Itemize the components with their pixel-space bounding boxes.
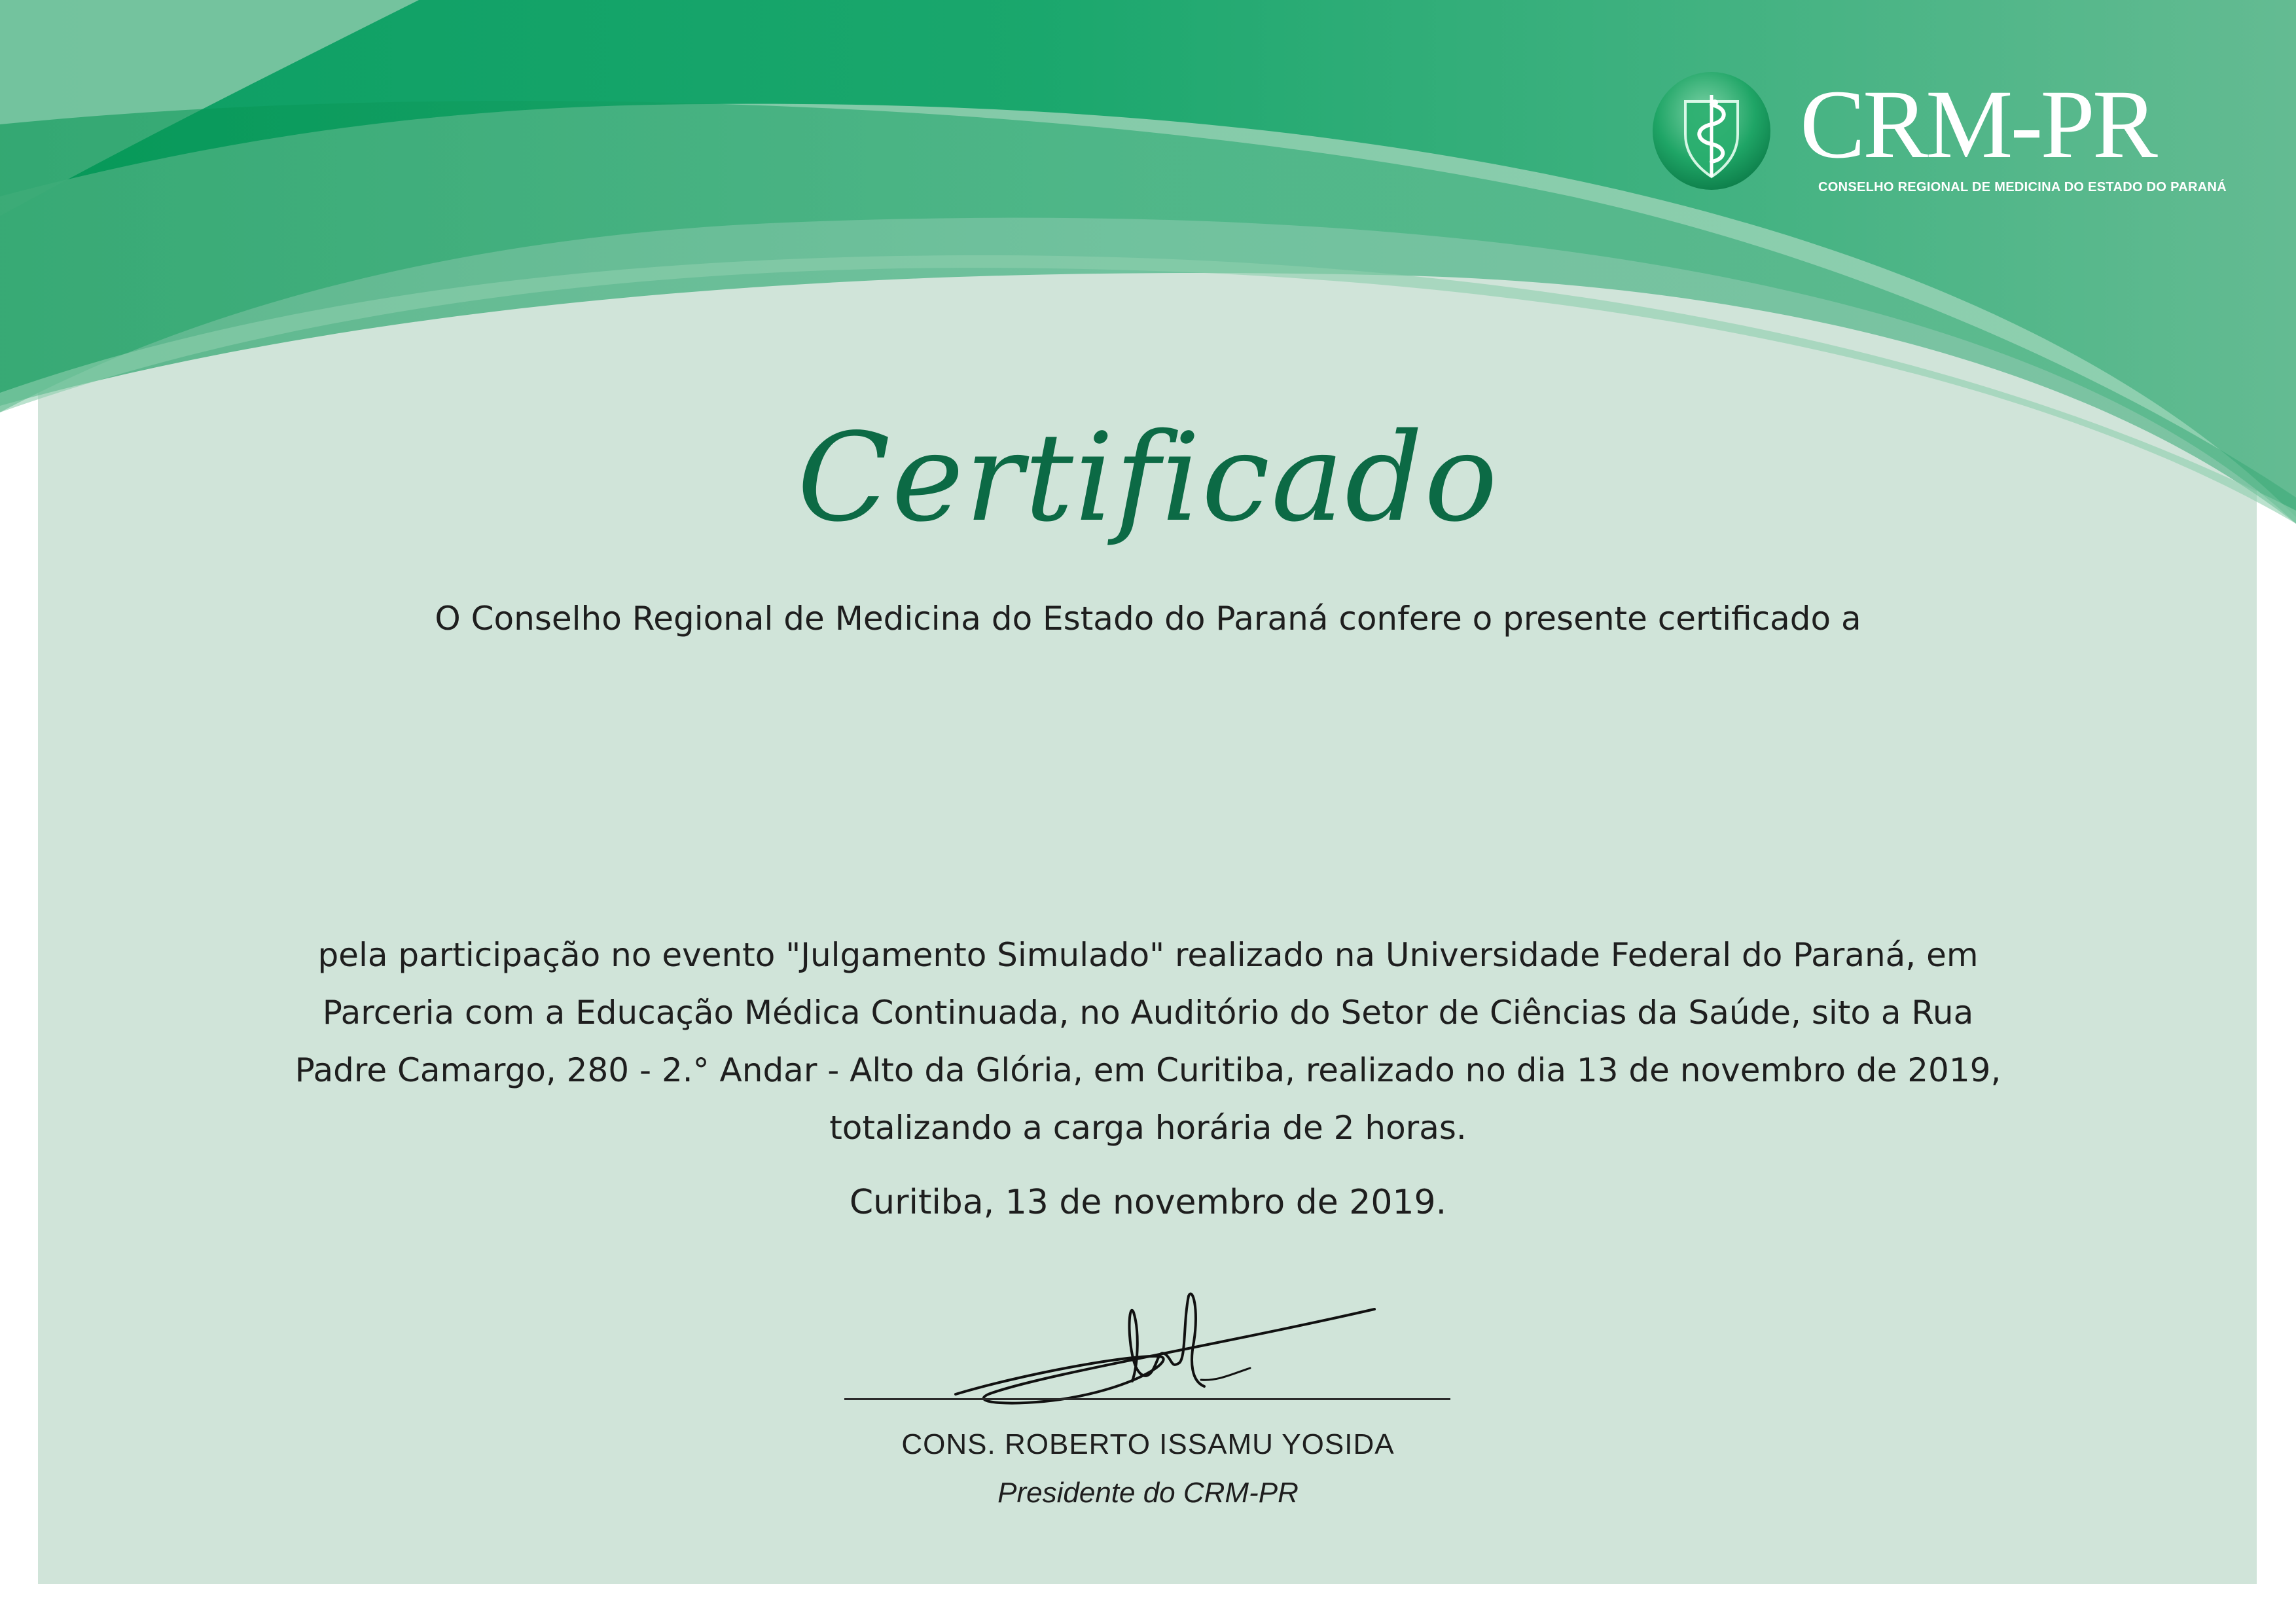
crm-pr-logo: [1649, 69, 2238, 200]
logo-tagline: CONSELHO REGIONAL DE MEDICINA DO ESTADO DO PARANÁ: [1818, 180, 2227, 194]
signer-role: Presidente do CRM-PR: [997, 1477, 1299, 1509]
signer-name: CONS. ROBERTO ISSAMU YOSIDA: [901, 1428, 1395, 1460]
signature-line: [844, 1398, 1450, 1400]
certificate-intro: O Conselho Regional de Medicina do Estado do Paraná confere o presente certificado a: [435, 600, 1861, 638]
place-and-date: Curitiba, 13 de novembro de 2019.: [849, 1183, 1447, 1222]
handwritten-signature: [942, 1283, 1388, 1414]
certificate-title: Certificado: [797, 406, 1499, 549]
certificate-body: pela participação no evento "Julgamento Simulado" realizado na Universidade Federal do Paraná, em Parceria com a Educação Médica Continuada, no Auditório do Setor de Ciências da Saúde, sito a Rua Padre Camargo, 280 - 2.° Andar - Alto da Glória, em Curitiba, realizado no dia 13 de novembro de 2019, totalizando a carga horária de 2 horas.: [295, 936, 2001, 1147]
caduceus-shield-icon: [1649, 69, 1774, 193]
logo-wordmark: CRM-PR: [1800, 70, 2155, 179]
